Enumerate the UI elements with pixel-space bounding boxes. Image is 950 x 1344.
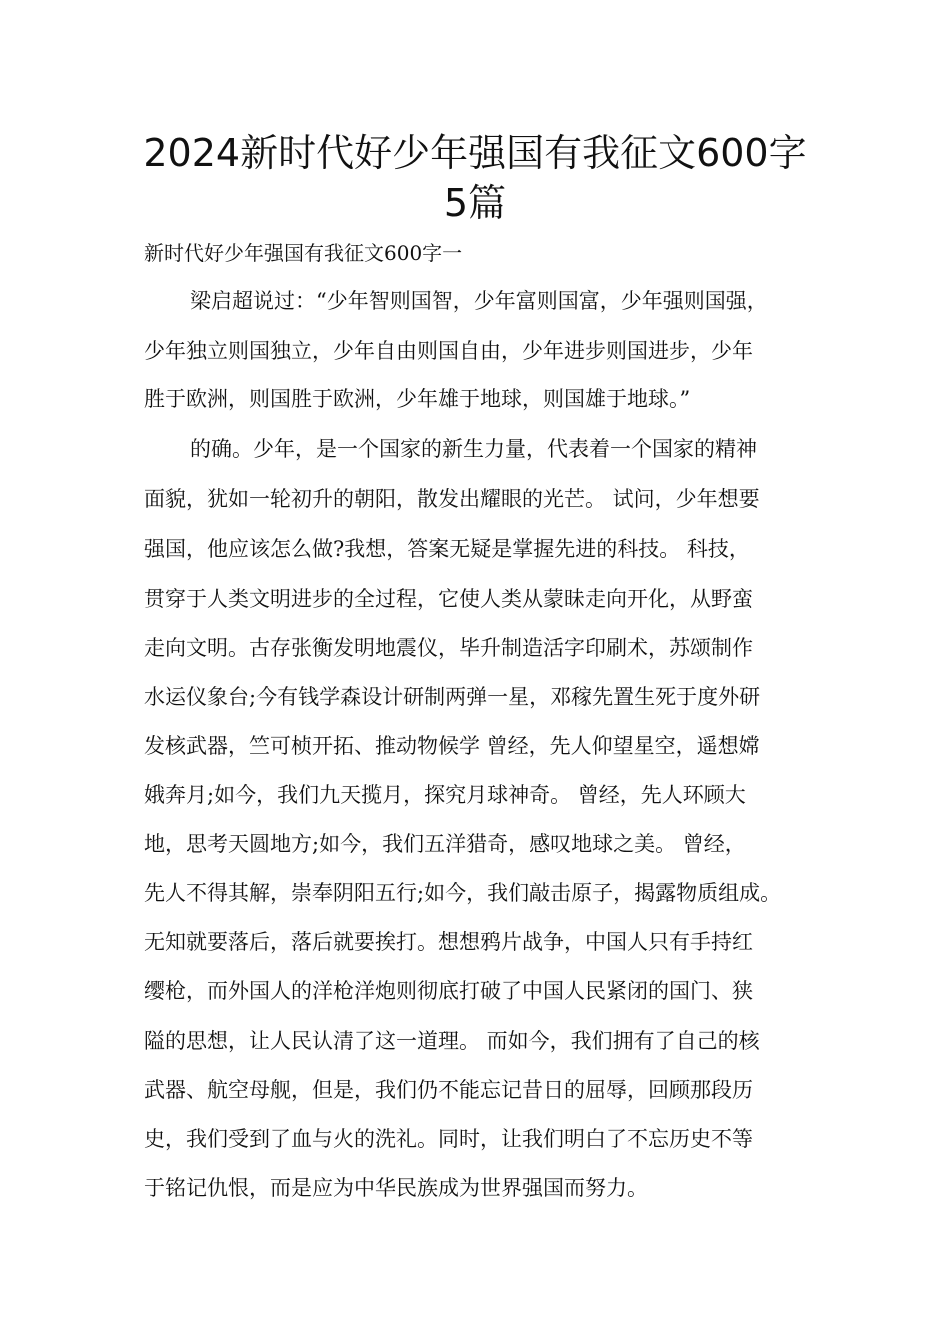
paragraph-1-line-1: 梁启超说过：“少年智则国智，少年富则国富，少年强则国强， <box>190 289 768 313</box>
paragraph-2-line-7: 发核武器，竺可桢开拓、推动物候学 曾经，先人仰望星空，遥想嫦 <box>144 734 760 758</box>
paragraph-2-line-12: 缨枪，而外国人的洋枪洋炮则彻底打破了中国人民紧闭的国门、狭 <box>144 979 753 1003</box>
paragraph-2-line-2: 面貌，犹如一轮初升的朝阳，散发出耀眼的光芒。 试问，少年想要 <box>144 487 760 511</box>
paragraph-2-line-15: 史，我们受到了血与火的洗礼。同时，让我们明白了不忘历史不等 <box>144 1127 753 1151</box>
paragraph-1-line-2: 少年独立则国独立，少年自由则国自由，少年进步则国进步，少年 <box>144 339 753 363</box>
paragraph-2-line-8: 娥奔月;如今，我们九天揽月，探究月球神奇。 曾经，先人环顾大 <box>144 783 746 807</box>
paragraph-2-line-3: 强国，他应该怎么做?我想，答案无疑是掌握先进的科技。 科技， <box>144 537 750 561</box>
paragraph-2-line-13: 隘的思想，让人民认清了这一道理。 而如今，我们拥有了自己的核 <box>144 1029 760 1053</box>
section-heading: 新时代好少年强国有我征文600字一 <box>144 241 463 265</box>
paragraph-2-line-16: 于铭记仇恨，而是应为中华民族成为世界强国而努力。 <box>144 1176 648 1200</box>
paragraph-2-line-10: 先人不得其解，崇奉阴阳五行;如今，我们敲击原子，揭露物质组成。 <box>144 881 782 905</box>
paragraph-2-line-11: 无知就要落后，落后就要挨打。想想鸦片战争，中国人只有手持红 <box>144 930 753 954</box>
paragraph-1-line-3: 胜于欧洲，则国胜于欧洲，少年雄于地球，则国雄于地球。” <box>144 387 691 411</box>
document-title-line-1: 2024新时代好少年强国有我征文600字 <box>143 131 807 175</box>
document-title-line-2: 5篇 <box>443 181 507 225</box>
paragraph-2-line-1: 的确。少年，是一个国家的新生力量，代表着一个国家的精神 <box>190 437 757 461</box>
paragraph-2-line-9: 地，思考天圆地方;如今，我们五洋猎奇，感叹地球之美。 曾经， <box>144 832 746 856</box>
paragraph-2-line-4: 贯穿于人类文明进步的全过程，它使人类从蒙昧走向开化，从野蛮 <box>144 587 753 611</box>
paragraph-2-line-14: 武器、航空母舰，但是，我们仍不能忘记昔日的屈辱，回顾那段历 <box>144 1078 753 1102</box>
paragraph-2-line-5: 走向文明。古存张衡发明地震仪，毕升制造活字印刷术，苏颂制作 <box>144 636 753 660</box>
paragraph-2-line-6: 水运仪象台;今有钱学森设计研制两弹一星，邓稼先置生死于度外研 <box>144 685 761 709</box>
